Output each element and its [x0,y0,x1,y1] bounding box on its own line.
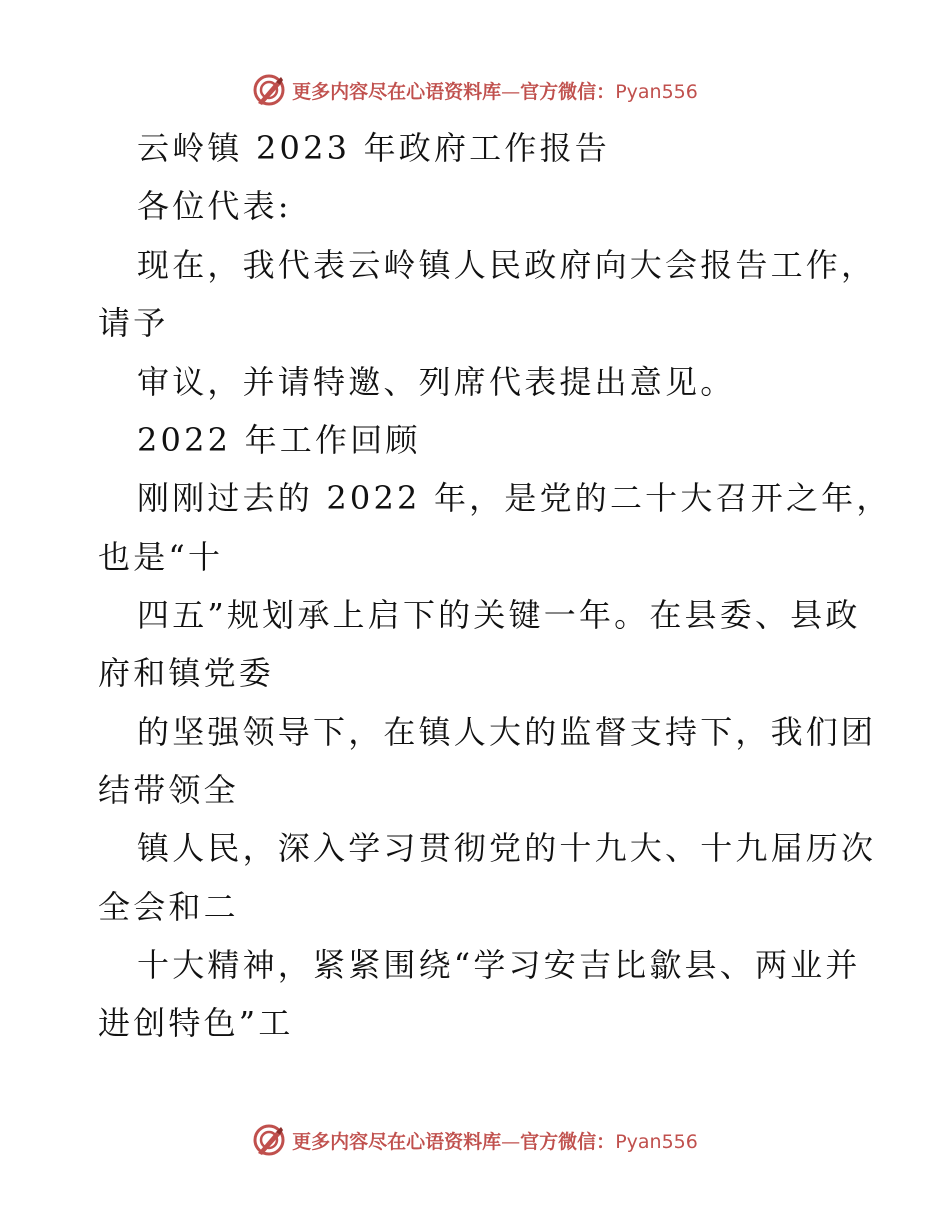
document-title: 云岭镇 2023 年政府工作报告 [137,129,610,167]
paragraph-line: 审议，并请特邀、列席代表提出意见。 [137,363,736,401]
watermark-label: 官方微信： [520,1130,616,1153]
pen-logo-icon [252,73,286,107]
header-watermark [0,70,950,110]
paragraph-line: 全会和二 [98,888,239,926]
watermark-text [292,77,698,104]
watermark-account-id: Pyan556 [615,1130,698,1153]
paragraph-line: 的坚强领导下，在镇人大的监督支持下，我们团 [137,713,877,751]
watermark-main-text: 更多内容尽在心语资料库 [292,1130,502,1153]
watermark-separator: — [501,1130,521,1153]
pen-logo-icon [252,1123,286,1157]
footer-watermark [0,1120,950,1160]
paragraph-line: 四五”规划承上启下的关键一年。在县委、县政 [137,596,861,634]
watermark-account-id: Pyan556 [615,80,698,103]
paragraph-line: 也是“十 [98,538,224,576]
paragraph-line: 请予 [98,304,169,342]
watermark-separator: — [501,80,521,103]
paragraph-line: 进创特色”工 [98,1004,294,1042]
paragraph-line: 现在，我代表云岭镇人民政府向大会报告工作， [137,246,877,284]
watermark-text [292,1127,698,1154]
section-heading: 2022 年工作回顾 [137,421,421,459]
paragraph-line: 刚刚过去的 2022 年，是党的二十大召开之年， [137,479,892,517]
watermark-label: 官方微信： [520,80,616,103]
paragraph-line: 十大精神，紧紧围绕“学习安吉比歙县、两业并 [137,946,861,984]
paragraph-line: 镇人民，深入学习贯彻党的十九大、十九届历次 [137,829,877,867]
paragraph-line: 结带领全 [98,771,239,809]
paragraph-line: 府和镇党委 [98,654,275,692]
watermark-main-text: 更多内容尽在心语资料库 [292,80,502,103]
salutation: 各位代表: [137,187,292,225]
